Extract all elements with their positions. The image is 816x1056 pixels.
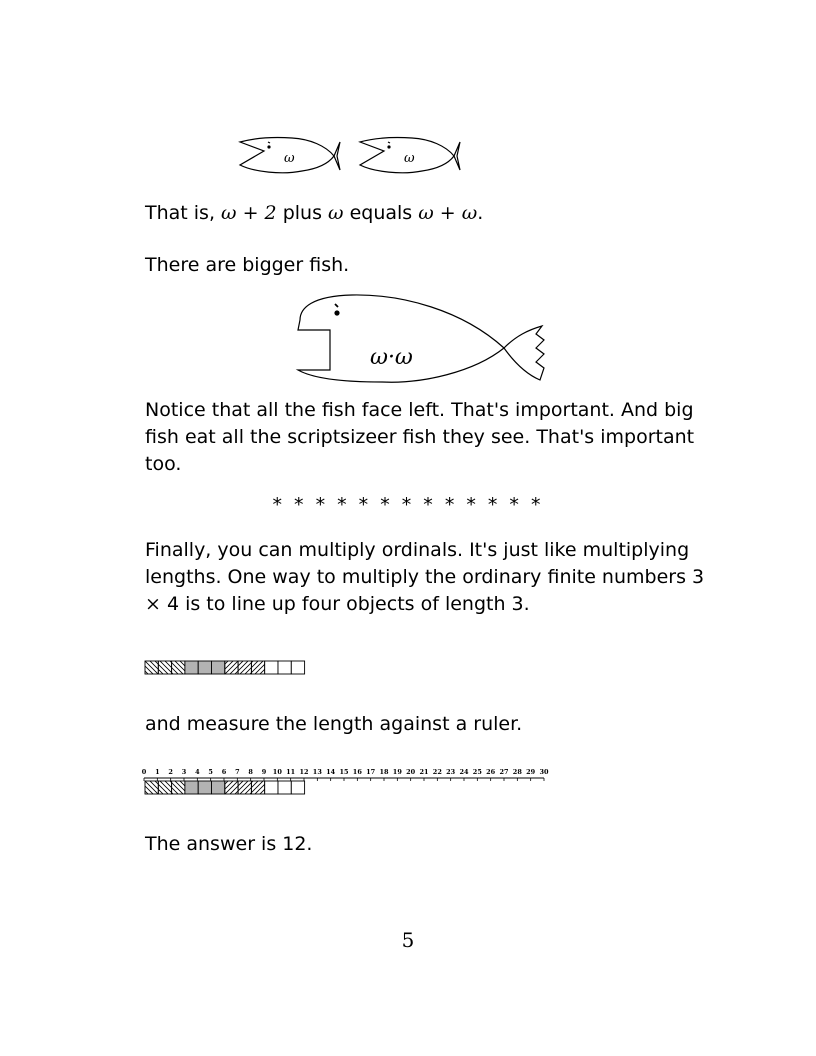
that-is-expr3: ω + ω [418,202,478,224]
ruler-label-23: 23 [446,768,456,776]
small-fish-2-brow [388,142,390,143]
ruler-label-9: 9 [261,768,267,776]
ruler-label-12: 12 [299,768,309,776]
finally-paragraph [145,537,705,618]
ruler-label-3: 3 [181,768,187,776]
block-unit-8-hatch-forward [238,661,251,674]
block-unit-7-hatch-forward [225,661,238,674]
block-unit-12-white [291,661,304,674]
block-unit-5-gray [198,661,211,674]
ruler-block-unit-4-gray [185,781,198,794]
ruler-label-26: 26 [486,768,496,776]
that-is-expr1: ω + 2 [221,202,277,224]
ruler-label-17: 17 [366,768,376,776]
that-is-expr2: ω [328,202,344,224]
page-number: 5 [401,928,415,952]
ruler-label-21: 21 [419,768,429,776]
block-unit-2-hatch-back [158,661,171,674]
ruler-label-2: 2 [168,768,173,776]
ruler-label-4: 4 [195,768,200,776]
that-is-equals: equals [349,202,413,224]
ruler-label-6: 6 [221,768,227,776]
ruler-block-unit-11-white [278,781,291,794]
small-fish-2-tail [454,142,460,170]
blocks-row-2 [144,780,306,796]
finally-line-3 [145,591,673,618]
small-fish-1 [236,134,346,174]
ruler-block-unit-3-hatch-back [172,781,185,794]
ruler-label-10: 10 [272,768,282,776]
ruler-label-1: 1 [155,768,160,776]
ruler-block-unit-12-white [291,781,304,794]
big-fish-label: ω·ω [370,345,413,370]
stars-separator: * * * * * * * * * * * * * [272,494,544,516]
ruler-label-15: 15 [339,768,349,776]
big-fish [292,290,552,390]
small-fish-2-eye [387,145,390,148]
ruler-label-18: 18 [379,768,389,776]
ruler-label-22: 22 [432,768,442,776]
big-fish-tail [504,326,544,380]
notice-line-3: too. [145,453,182,475]
bigger-fish-text: There are bigger fish. [145,254,350,276]
block-unit-11-white [278,661,291,674]
that-is-end: . [477,202,484,224]
ruler-label-13: 13 [312,768,322,776]
ruler-label-7: 7 [235,768,240,776]
block-unit-4-gray [185,661,198,674]
ruler-label-16: 16 [352,768,362,776]
blocks-row-1 [144,660,306,676]
small-fish-2 [356,134,466,174]
ruler-label-30: 30 [539,768,549,776]
ruler-block-unit-9-hatch-forward [251,781,264,794]
block-unit-6-gray [212,661,225,674]
ruler-label-28: 28 [512,768,522,776]
finally-line-1: Finally, you can multiply ordinals. It's just like multiplying [145,539,690,561]
ruler-block-unit-2-hatch-back [158,781,171,794]
ruler-block-unit-1-hatch-back [145,781,158,794]
notice-line-1: Notice that all the fish face left. That's important. And big [145,399,694,421]
times-symbol: × [145,593,161,615]
ruler-block-unit-10-white [265,781,278,794]
ruler-block-unit-7-hatch-forward [225,781,238,794]
that-is-prefix: That is, [145,202,215,224]
small-fish-1-tail [334,142,340,170]
big-fish-eye [334,310,339,315]
that-is-line [145,200,673,227]
ruler-label-29: 29 [526,768,536,776]
ruler-label-19: 19 [392,768,402,776]
ruler-block-unit-5-gray [198,781,211,794]
small-fish-1-brow [268,142,270,143]
ruler-label-8: 8 [248,768,253,776]
block-unit-10-white [265,661,278,674]
that-is-plus: plus [282,202,322,224]
notice-line-2: fish eat all the scriptsizeer fish they see. That's important [145,426,695,448]
ruler-label-25: 25 [472,768,482,776]
notice-paragraph [145,397,695,478]
ruler-block-unit-6-gray [212,781,225,794]
measure-text: and measure the length against a ruler. [145,713,523,735]
ruler-label-11: 11 [286,768,296,776]
ruler-label-5: 5 [208,768,213,776]
ruler-label-27: 27 [499,768,509,776]
ruler-label-0: 0 [141,768,147,776]
small-fish-2-label: ω [404,151,415,166]
big-fish-brow [335,304,338,307]
small-fish-1-eye [267,145,270,148]
finally-line-2: lengths. One way to multiply the ordinary finite numbers 3 [145,566,705,588]
ruler-label-14: 14 [326,768,336,776]
finally-line-3-rest: 4 is to line up four objects of length 3. [160,593,530,615]
ruler-label-24: 24 [459,768,469,776]
small-fish-1-label: ω [284,151,295,166]
answer-text: The answer is 12. [145,833,313,855]
block-unit-1-hatch-back [145,661,158,674]
ruler-block-unit-8-hatch-forward [238,781,251,794]
block-unit-3-hatch-back [172,661,185,674]
block-unit-9-hatch-forward [251,661,264,674]
ruler-label-20: 20 [406,768,416,776]
